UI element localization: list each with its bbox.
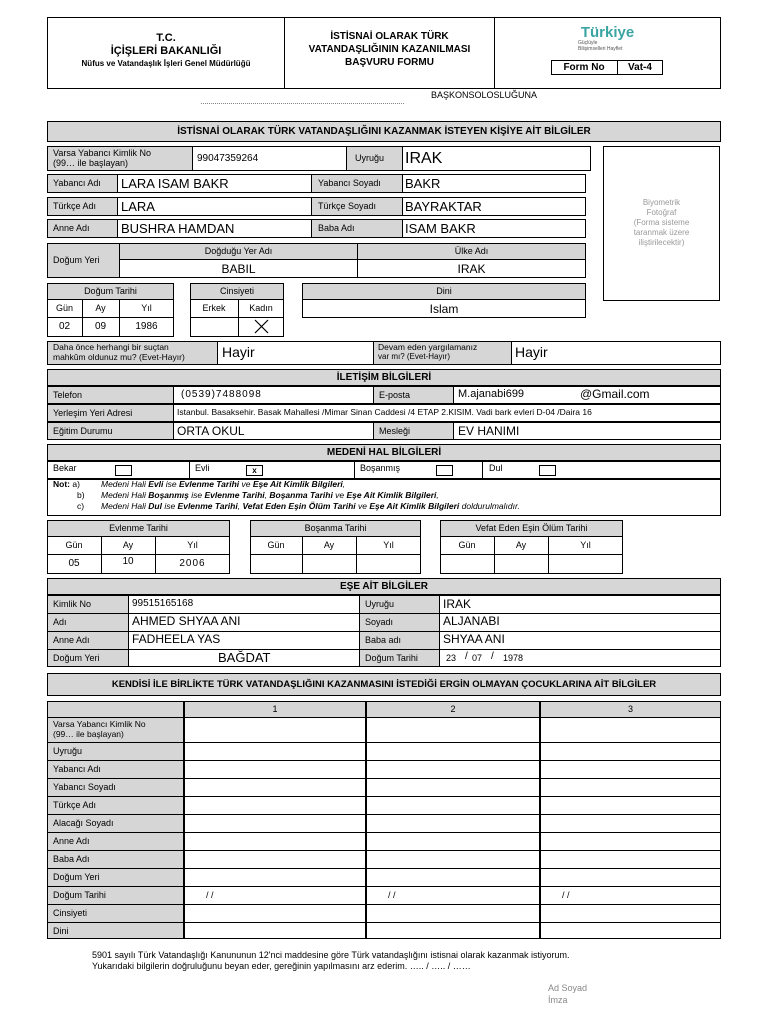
- spouse-id[interactable]: 99515165168: [132, 598, 194, 609]
- children-dob-slashes: / /: [388, 890, 396, 900]
- spouse-hline-3: [47, 649, 721, 650]
- mother-value[interactable]: BUSHRA HAMDAN: [121, 221, 235, 236]
- logo-sub-2: Bilişimselleri Hayflet: [578, 46, 623, 52]
- religion-label: Dini: [436, 286, 452, 296]
- turkiye-logo: Türkiye: [580, 24, 635, 41]
- children-cell[interactable]: [540, 850, 721, 869]
- death-label: Vefat Eden Eşin Ölüm Tarihi: [475, 523, 588, 533]
- footer-line-1: 5901 sayılı Türk Vatandaşlığı Kanununun 12'nci maddesine göre Türk vatandaşlığını istisnai olarak kazanmak istiyorum.: [92, 950, 570, 960]
- logo-sub-1: Güçlüyle: [578, 40, 598, 46]
- children-cell[interactable]: [366, 717, 540, 743]
- children-table: [47, 701, 721, 938]
- gender-label: Cinsiyeti: [219, 286, 254, 296]
- photo-text-2: Fotoğraf: [646, 208, 677, 217]
- dob-month[interactable]: 09: [94, 321, 107, 332]
- footer-sign-label: İmza: [548, 995, 568, 1005]
- marital-heading: MEDENİ HAL BİLGİLERİ: [47, 444, 721, 461]
- spouse-heading: EŞE AİT BİLGİLER: [47, 578, 721, 595]
- note-c-text: Medeni Hali Dul ise Evlenme Tarihi, Vefat Eden Eşin Ölüm Tarihi ve Eşe Ait Kimlik Bilgileri doldurulmalıdır.: [101, 501, 520, 511]
- birthplace-label: Doğum Yeri: [53, 255, 100, 265]
- spouse-dob-label: Doğum Tarihi: [365, 653, 418, 663]
- children-cell[interactable]: [184, 778, 366, 797]
- footer-line-2: Yukarıdaki bilgilerin doğruluğunu beyan eder, gereğinin yapılmasını arz ederim. ….. / ….. / ……: [92, 961, 471, 971]
- applicant-heading: İSTİSNAİ OLARAK TÜRK VATANDAŞLIĞINI KAZANMAK İSTEYEN KİŞİYE AİT BİLGİLER: [47, 121, 721, 142]
- address-label: Yerleşim Yeri Adresi: [53, 408, 133, 418]
- header-directorate: Nüfus ve Vatandaşlık İşleri Genel Müdürlüğü: [81, 59, 251, 68]
- spouse-dob-slash-1: /: [465, 651, 468, 662]
- consulate-dots: …………………………………………………………………………………………: [200, 99, 404, 106]
- photo-text-4: taranmak üzere: [633, 228, 690, 237]
- tr-name-value[interactable]: LARA: [121, 199, 155, 214]
- children-cell[interactable]: [540, 868, 721, 887]
- children-row-label: Dini: [53, 926, 69, 936]
- form-title-1: İSTİSNAİ OLARAK TÜRK: [330, 31, 449, 42]
- spouse-name[interactable]: AHMED SHYAA ANI: [132, 614, 241, 628]
- children-header-blank: [47, 701, 184, 718]
- children-cell[interactable]: [366, 778, 540, 797]
- children-cell[interactable]: [184, 796, 366, 815]
- note-b-marker: b): [77, 490, 85, 500]
- gender-values: [190, 317, 284, 337]
- single-label: Bekar: [53, 463, 77, 473]
- married-label: Evli: [195, 463, 210, 473]
- children-row-label: Baba Adı: [53, 854, 90, 864]
- children-cell[interactable]: [540, 796, 721, 815]
- phone-label: Telefon: [53, 390, 83, 400]
- header-ministry: İÇİŞLERİ BAKANLIĞI: [110, 45, 222, 57]
- form-no-value: Vat-4: [628, 62, 652, 73]
- spouse-mother[interactable]: FADHEELA YAS: [132, 632, 221, 646]
- spouse-birthplace[interactable]: BAĞDAT: [218, 650, 271, 665]
- children-dob-slashes: / /: [562, 890, 570, 900]
- spouse-surname-label: Soyadı: [365, 617, 394, 627]
- spouse-father-label: Baba adı: [365, 635, 402, 645]
- marriage-month-label: Ay: [122, 540, 134, 550]
- form-title-2: VATANDAŞLIĞININ KAZANILMASI: [308, 44, 471, 55]
- job-label: Mesleği: [379, 426, 411, 436]
- divorce-day-label: Gün: [267, 540, 285, 550]
- job-value[interactable]: EV HANIMI: [458, 424, 520, 438]
- female-label: Kadın: [249, 303, 273, 313]
- marriage-year[interactable]: 2006: [179, 558, 206, 569]
- phone-value[interactable]: (0539)7488098: [181, 389, 262, 400]
- note-c-marker: c): [77, 501, 85, 511]
- marriage-year-label: Yıl: [187, 540, 198, 550]
- divorce-year-label: Yıl: [383, 540, 394, 550]
- children-cell[interactable]: [366, 904, 540, 923]
- dob-day[interactable]: 02: [58, 321, 71, 332]
- trial-label-2: var mı? (Evet-Hayır): [378, 352, 451, 361]
- dob-label: Doğum Tarihi: [84, 286, 137, 296]
- marital-div-3: [482, 461, 483, 479]
- marriage-month[interactable]: 10: [122, 556, 134, 567]
- trial-value[interactable]: Hayir: [515, 344, 548, 360]
- id-label-1: Varsa Yabancı Kimlik No: [53, 148, 152, 158]
- spouse-id-label: Kimlik No: [53, 599, 92, 609]
- father-value[interactable]: ISAM BAKR: [405, 221, 476, 236]
- spouse-dob-slash-2: /: [491, 651, 494, 662]
- children-cell[interactable]: [366, 796, 540, 815]
- children-cell[interactable]: [540, 778, 721, 797]
- applicant-nationality[interactable]: IRAK: [405, 150, 443, 167]
- spouse-dob-day[interactable]: 23: [446, 653, 457, 663]
- email-label: E-posta: [379, 390, 411, 400]
- spouse-father[interactable]: SHYAA ANI: [443, 632, 505, 646]
- spouse-dob-year[interactable]: 1978: [503, 653, 524, 663]
- spouse-nationality-label: Uyruğu: [365, 599, 395, 609]
- children-cell[interactable]: [540, 814, 721, 833]
- crime-label-2: mahkûm oldunuz mu? (Evet-Hayır): [53, 352, 185, 362]
- marital-div-2: [354, 461, 355, 479]
- children-row-label: Alacağı Soyadı: [53, 818, 114, 828]
- dob-year-label: Yıl: [141, 303, 152, 313]
- death-val: [440, 554, 623, 574]
- photo-text-1: Biyometrik: [642, 198, 681, 207]
- death-month-label: Ay: [515, 540, 527, 550]
- children-row-label: Uyruğu: [53, 746, 83, 756]
- first-name-value[interactable]: LARA ISAM BAKR: [121, 176, 229, 191]
- children-row-label: Doğum Tarihi: [53, 890, 106, 900]
- tr-name-label: Türkçe Adı: [53, 201, 97, 211]
- divorce-month-label: Ay: [323, 540, 335, 550]
- note-label: Not: a): [53, 479, 80, 489]
- children-cell[interactable]: [366, 868, 540, 887]
- dob-year[interactable]: 1986: [135, 321, 158, 332]
- widowed-checkbox[interactable]: [539, 465, 556, 476]
- email-domain[interactable]: @Gmail.com: [580, 387, 650, 401]
- id-label-2: (99… ile başlayan): [53, 158, 129, 168]
- children-row-label: Varsa Yabancı Kimlik No: [53, 719, 146, 729]
- children-cell[interactable]: [366, 760, 540, 779]
- children-row-label: Yabancı Soyadı: [53, 782, 116, 792]
- form-no-label: Form No: [563, 62, 605, 73]
- photo-text-3: (Forma sisteme: [633, 218, 690, 227]
- father-label: Baba Adı: [318, 223, 355, 233]
- children-cell[interactable]: [540, 742, 721, 761]
- children-cell[interactable]: [366, 832, 540, 851]
- surname-value[interactable]: BAKR: [405, 176, 441, 191]
- children-row-label: Cinsiyeti: [53, 908, 88, 918]
- children-cell[interactable]: [540, 904, 721, 923]
- widowed-label: Dul: [489, 463, 503, 473]
- country-value[interactable]: IRAK: [457, 262, 486, 276]
- children-cell[interactable]: [540, 760, 721, 779]
- address-value[interactable]: Istanbul. Basaksehir. Basak Mahallesi /Mimar Sinan Caddesi /4 ETAP 2.KISIM. Vadi bark evleri D-04 /Daira 16: [177, 407, 592, 417]
- crime-value[interactable]: Hayir: [222, 344, 255, 360]
- dob-day-label: Gün: [55, 303, 73, 313]
- contact-heading: İLETİŞİM BİLGİLERİ: [47, 369, 721, 386]
- note-a-text: Medeni Hali Evli ise Evlenme Tarihi ve Eşe Ait Kimlik Bilgileri,: [101, 479, 346, 489]
- children-row-label: Yabancı Adı: [53, 764, 101, 774]
- religion-value[interactable]: Islam: [429, 302, 459, 316]
- death-day-label: Gün: [458, 540, 476, 550]
- marital-div-1: [189, 461, 190, 479]
- children-cell[interactable]: [184, 717, 366, 743]
- children-row-label: Doğum Yeri: [53, 872, 100, 882]
- applicant-id[interactable]: 99047359264: [197, 153, 259, 164]
- children-dob-slashes: / /: [206, 890, 214, 900]
- children-cell[interactable]: [366, 814, 540, 833]
- single-checkbox[interactable]: [115, 465, 132, 476]
- children-cell[interactable]: [184, 742, 366, 761]
- education-value[interactable]: ORTA OKUL: [177, 424, 245, 438]
- children-cell[interactable]: [184, 922, 366, 939]
- spouse-birthplace-label: Doğum Yeri: [53, 653, 100, 663]
- male-label: Erkek: [202, 303, 226, 313]
- children-cell[interactable]: [366, 922, 540, 939]
- children-row-label: Türkçe Adı: [53, 800, 97, 810]
- spouse-surname[interactable]: ALJANABI: [443, 614, 500, 628]
- children-cell[interactable]: [540, 717, 721, 743]
- children-cell[interactable]: [540, 832, 721, 851]
- children-cell[interactable]: [366, 742, 540, 761]
- place-name-label: Doğduğu Yer Adı: [204, 246, 273, 256]
- children-cell[interactable]: [184, 760, 366, 779]
- divorce-label: Boşanma Tarihi: [304, 523, 367, 533]
- tr-surname-label: Türkçe Soyadı: [318, 201, 377, 211]
- trial-label-1: Devam eden yargılamanız: [378, 342, 478, 352]
- children-col-number: 1: [272, 704, 278, 714]
- photo-text-5: iliştirilecektir): [638, 238, 685, 247]
- email-user[interactable]: M.ajanabi699: [458, 388, 525, 400]
- crime-label-1: Daha önce herhangi bir suçtan: [53, 342, 169, 352]
- children-cell[interactable]: [184, 832, 366, 851]
- children-cell[interactable]: [184, 904, 366, 923]
- spouse-dob-month[interactable]: 07: [472, 653, 483, 663]
- education-label: Eğitim Durumu: [53, 426, 113, 436]
- note-b-text: Medeni Hali Boşanmış ise Evlenme Tarihi, Boşanma Tarihi ve Eşe Ait Kimlik Bilgileri,: [101, 490, 439, 500]
- children-cell[interactable]: [184, 868, 366, 887]
- children-col-number: 2: [450, 704, 456, 714]
- spouse-nationality[interactable]: IRAK: [443, 597, 472, 611]
- children-row-label: Anne Adı: [53, 836, 90, 846]
- divorced-checkbox[interactable]: [436, 465, 453, 476]
- nationality-label: Uyruğu: [355, 153, 385, 163]
- place-name-value[interactable]: BABIL: [221, 262, 256, 276]
- children-cell[interactable]: [366, 850, 540, 869]
- children-cell[interactable]: [184, 814, 366, 833]
- married-checkbox[interactable]: x: [246, 465, 263, 476]
- consulate-label: BAŞKONSOLOSLUĞUNA: [431, 90, 538, 100]
- spouse-mother-label: Anne Adı: [53, 635, 90, 645]
- form-title-3: BAŞVURU FORMU: [345, 57, 434, 68]
- marriage-label: Evlenme Tarihi: [109, 523, 168, 533]
- header-tc: T.C.: [156, 32, 176, 44]
- children-heading: KENDİSİ İLE BİRLİKTE TÜRK VATANDAŞLIĞINI KAZANMASINI İSTEDİĞİ ERGİN OLMAYAN ÇOCUKLARINA AİT BİLGİLER: [47, 673, 721, 696]
- dob-month-label: Ay: [95, 303, 106, 313]
- surname-label: Yabancı Soyadı: [318, 178, 381, 188]
- children-col-number: 3: [627, 704, 633, 714]
- children-cell[interactable]: [540, 922, 721, 939]
- children-row-label-sub: (99… ile başlayan): [53, 729, 124, 739]
- country-label: Ülke Adı: [454, 246, 489, 256]
- spouse-name-label: Adı: [53, 617, 67, 627]
- female-checkbox-x-icon[interactable]: [254, 319, 269, 334]
- first-name-label: Yabancı Adı: [53, 178, 101, 188]
- divorced-label: Boşanmış: [360, 463, 401, 473]
- tr-surname-value[interactable]: BAYRAKTAR: [405, 199, 482, 214]
- death-year-label: Yıl: [580, 540, 591, 550]
- children-cell[interactable]: [184, 850, 366, 869]
- marriage-day[interactable]: 05: [68, 558, 80, 569]
- divorce-val: [250, 554, 421, 574]
- footer-name-label: Ad Soyad: [548, 983, 588, 993]
- mother-label: Anne Adı: [53, 223, 90, 233]
- marriage-day-label: Gün: [65, 540, 83, 550]
